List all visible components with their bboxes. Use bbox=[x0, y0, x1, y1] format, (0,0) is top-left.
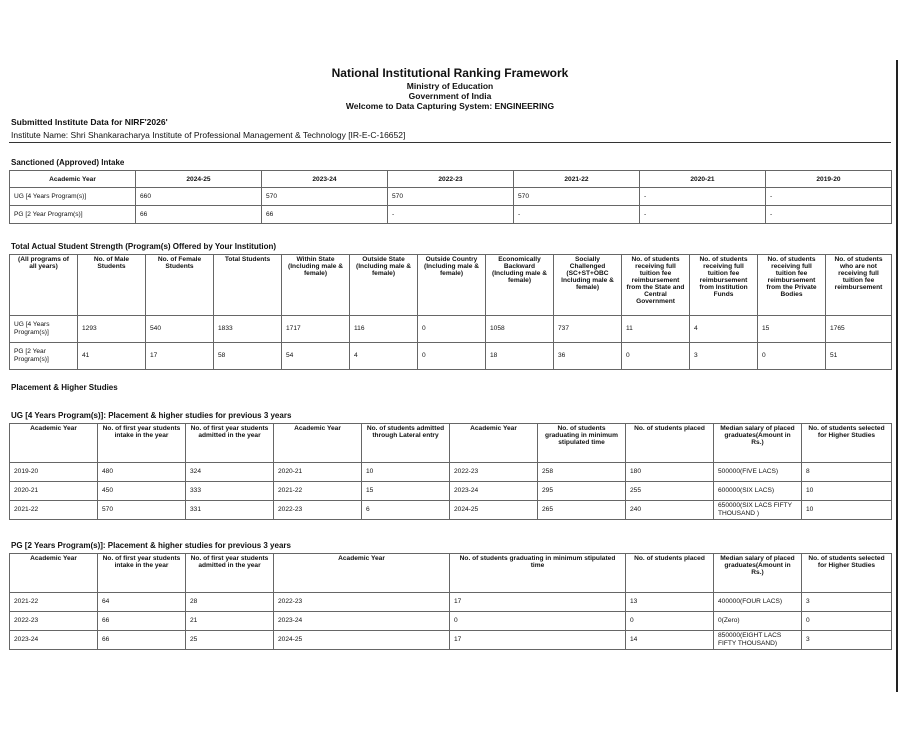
table-cell: 331 bbox=[186, 501, 274, 520]
table-cell: 258 bbox=[538, 463, 626, 482]
strength-header-cell: Economically Backward (Including male & female) bbox=[486, 255, 554, 316]
intake-section-title: Sanctioned (Approved) Intake bbox=[11, 158, 125, 167]
table-cell: - bbox=[640, 206, 766, 224]
pg-header-cell: No. of first year students admitted in the year bbox=[186, 554, 274, 593]
pg-header-cell: No. of students graduating in minimum stipulated time bbox=[450, 554, 626, 593]
table-row bbox=[10, 343, 892, 370]
table-cell: - bbox=[388, 206, 514, 224]
table-cell: - bbox=[640, 188, 766, 206]
table-cell: 540 bbox=[146, 316, 214, 343]
table-cell: 500000(FIVE LACS) bbox=[714, 463, 802, 482]
strength-header-cell: No. of Female Students bbox=[146, 255, 214, 316]
table-cell: PG [2 Year Program(s)] bbox=[10, 206, 136, 224]
table-cell: 66 bbox=[98, 612, 186, 631]
strength-header-cell: No. of students receiving full tuition fee reimbursement from the State and Central Government bbox=[622, 255, 690, 316]
submitted-heading: Submitted Institute Data for NIRF'2026' bbox=[11, 117, 168, 127]
table-cell: 570 bbox=[388, 188, 514, 206]
pg-header-cell: Academic Year bbox=[10, 554, 98, 593]
table-cell: 4 bbox=[690, 316, 758, 343]
table-cell: 1765 bbox=[826, 316, 892, 343]
table-cell: 737 bbox=[554, 316, 622, 343]
header-divider bbox=[9, 142, 891, 143]
table-cell: 10 bbox=[362, 463, 450, 482]
intake-header-cell: Academic Year bbox=[10, 171, 136, 188]
table-cell: 0 bbox=[450, 612, 626, 631]
table-cell: 0 bbox=[622, 343, 690, 370]
table-cell: 2024-25 bbox=[450, 501, 538, 520]
table-cell: 850000(EIGHT LACS FIFTY THOUSAND) bbox=[714, 631, 802, 650]
table-cell: 10 bbox=[802, 501, 892, 520]
table-cell: 116 bbox=[350, 316, 418, 343]
table-cell: 180 bbox=[626, 463, 714, 482]
table-cell: 400000(FOUR LACS) bbox=[714, 593, 802, 612]
table-cell: 2021-22 bbox=[10, 501, 98, 520]
table-cell: 2020-21 bbox=[10, 482, 98, 501]
strength-header-cell: Outside Country (Including male & female) bbox=[418, 255, 486, 316]
table-cell: 650000(SIX LACS FIFTY THOUSAND ) bbox=[714, 501, 802, 520]
table-cell: - bbox=[766, 206, 892, 224]
table-cell: - bbox=[514, 206, 640, 224]
table-cell: 1833 bbox=[214, 316, 282, 343]
table-cell: 333 bbox=[186, 482, 274, 501]
table-cell: 660 bbox=[136, 188, 262, 206]
table-row bbox=[10, 593, 892, 612]
table-cell: 17 bbox=[450, 631, 626, 650]
table-cell: 0(Zero) bbox=[714, 612, 802, 631]
table-cell: PG [2 Year Program(s)] bbox=[10, 343, 78, 370]
table-cell: 4 bbox=[350, 343, 418, 370]
table-cell: 324 bbox=[186, 463, 274, 482]
intake-header-cell: 2019-20 bbox=[766, 171, 892, 188]
strength-header-cell: Total Students bbox=[214, 255, 282, 316]
table-cell: 255 bbox=[626, 482, 714, 501]
table-cell: UG [4 Years Program(s)] bbox=[10, 316, 78, 343]
table-cell: 2023-24 bbox=[450, 482, 538, 501]
table-cell: 51 bbox=[826, 343, 892, 370]
table-cell: 2024-25 bbox=[274, 631, 450, 650]
table-cell: 240 bbox=[626, 501, 714, 520]
table-cell: 11 bbox=[622, 316, 690, 343]
pg-header-row bbox=[10, 554, 892, 593]
table-row bbox=[10, 206, 892, 224]
intake-table bbox=[9, 170, 892, 224]
table-cell: 17 bbox=[450, 593, 626, 612]
strength-header-cell: Within State (Including male & female) bbox=[282, 255, 350, 316]
table-row bbox=[10, 316, 892, 343]
table-cell: 570 bbox=[98, 501, 186, 520]
right-edge-line bbox=[896, 60, 898, 692]
placement-section-title: Placement & Higher Studies bbox=[11, 383, 118, 392]
table-cell: 600000(SIX LACS) bbox=[714, 482, 802, 501]
pg-header-cell: No. of first year students intake in the year bbox=[98, 554, 186, 593]
table-cell: 0 bbox=[418, 316, 486, 343]
table-cell: 2019-20 bbox=[10, 463, 98, 482]
pg-header-cell: No. of students selected for Higher Studies bbox=[802, 554, 892, 593]
intake-header-cell: 2022-23 bbox=[388, 171, 514, 188]
table-cell: 36 bbox=[554, 343, 622, 370]
table-cell: 3 bbox=[690, 343, 758, 370]
table-cell: 2022-23 bbox=[10, 612, 98, 631]
table-cell: 2022-23 bbox=[274, 593, 450, 612]
table-cell: 3 bbox=[802, 593, 892, 612]
ug-placement-title: UG [4 Years Program(s)]: Placement & higher studies for previous 3 years bbox=[11, 411, 292, 420]
table-cell: 480 bbox=[98, 463, 186, 482]
strength-section-title: Total Actual Student Strength (Program(s) Offered by Your Institution) bbox=[11, 242, 277, 251]
table-cell: 28 bbox=[186, 593, 274, 612]
strength-header-cell: Outside State (Including male & female) bbox=[350, 255, 418, 316]
table-cell: 15 bbox=[758, 316, 826, 343]
government-line: Government of India bbox=[408, 91, 492, 101]
table-cell: 570 bbox=[262, 188, 388, 206]
table-cell: - bbox=[766, 188, 892, 206]
intake-header-cell: 2023-24 bbox=[262, 171, 388, 188]
ug-header-cell: No. of students selected for Higher Studies bbox=[802, 424, 892, 463]
table-cell: UG [4 Years Program(s)] bbox=[10, 188, 136, 206]
ug-header-cell: No. of students admitted through Lateral entry bbox=[362, 424, 450, 463]
table-row bbox=[10, 482, 892, 501]
table-cell: 13 bbox=[626, 593, 714, 612]
ug-header-row bbox=[10, 424, 892, 463]
table-cell: 58 bbox=[214, 343, 282, 370]
table-row bbox=[10, 463, 892, 482]
table-row bbox=[10, 188, 892, 206]
table-cell: 1058 bbox=[486, 316, 554, 343]
institute-name: Institute Name: Shri Shankaracharya Institute of Professional Management & Technology [IR-E-C-16652] bbox=[11, 130, 406, 140]
table-cell: 2021-22 bbox=[274, 482, 362, 501]
page-header bbox=[10, 66, 890, 111]
table-cell: 18 bbox=[486, 343, 554, 370]
table-cell: 21 bbox=[186, 612, 274, 631]
welcome-line: Welcome to Data Capturing System: ENGINEERING bbox=[345, 101, 555, 111]
pg-placement-table bbox=[9, 553, 892, 650]
table-cell: 66 bbox=[262, 206, 388, 224]
intake-header-cell: 2024-25 bbox=[136, 171, 262, 188]
table-cell: 0 bbox=[802, 612, 892, 631]
intake-header-cell: 2020-21 bbox=[640, 171, 766, 188]
table-cell: 54 bbox=[282, 343, 350, 370]
strength-header-row bbox=[10, 255, 892, 316]
table-cell: 66 bbox=[136, 206, 262, 224]
pg-placement-title: PG [2 Years Program(s)]: Placement & higher studies for previous 3 years bbox=[11, 541, 291, 550]
table-cell: 1717 bbox=[282, 316, 350, 343]
ug-header-cell: No. of students placed bbox=[626, 424, 714, 463]
ug-header-cell: No. of first year students admitted in the year bbox=[186, 424, 274, 463]
table-cell: 570 bbox=[514, 188, 640, 206]
strength-header-cell: No. of Male Students bbox=[78, 255, 146, 316]
table-cell: 2022-23 bbox=[274, 501, 362, 520]
ug-header-cell: Academic Year bbox=[450, 424, 538, 463]
table-row bbox=[10, 501, 892, 520]
intake-header-cell: 2021-22 bbox=[514, 171, 640, 188]
table-cell: 295 bbox=[538, 482, 626, 501]
intake-header-row bbox=[10, 171, 892, 188]
ug-placement-table bbox=[9, 423, 892, 520]
strength-header-cell: No. of students receiving full tuition fee reimbursement from the Private Bodies bbox=[758, 255, 826, 316]
table-cell: 6 bbox=[362, 501, 450, 520]
pg-header-cell: No. of students placed bbox=[626, 554, 714, 593]
pg-header-cell: Median salary of placed graduates(Amount in Rs.) bbox=[714, 554, 802, 593]
table-cell: 0 bbox=[758, 343, 826, 370]
ministry-line: Ministry of Education bbox=[406, 81, 494, 91]
table-cell: 450 bbox=[98, 482, 186, 501]
strength-header-cell: No. of students who are not receiving full tuition fee reimbursement bbox=[826, 255, 892, 316]
table-cell: 15 bbox=[362, 482, 450, 501]
table-cell: 66 bbox=[98, 631, 186, 650]
strength-header-cell: Socially Challenged (SC+ST+OBC Including male & female) bbox=[554, 255, 622, 316]
table-cell: 41 bbox=[78, 343, 146, 370]
table-cell: 3 bbox=[802, 631, 892, 650]
table-cell: 64 bbox=[98, 593, 186, 612]
strength-table bbox=[9, 254, 892, 370]
table-cell: 0 bbox=[418, 343, 486, 370]
table-cell: 2021-22 bbox=[10, 593, 98, 612]
ug-header-cell: Median salary of placed graduates(Amount in Rs.) bbox=[714, 424, 802, 463]
table-cell: 1293 bbox=[78, 316, 146, 343]
table-cell: 8 bbox=[802, 463, 892, 482]
table-cell: 0 bbox=[626, 612, 714, 631]
pg-header-cell: Academic Year bbox=[274, 554, 450, 593]
table-cell: 17 bbox=[146, 343, 214, 370]
table-cell: 265 bbox=[538, 501, 626, 520]
table-cell: 2022-23 bbox=[450, 463, 538, 482]
strength-header-cell: (All programs of all years) bbox=[10, 255, 78, 316]
strength-header-cell: No. of students receiving full tuition fee reimbursement from Institution Funds bbox=[690, 255, 758, 316]
ug-header-cell: Academic Year bbox=[10, 424, 98, 463]
table-cell: 14 bbox=[626, 631, 714, 650]
table-cell: 2023-24 bbox=[10, 631, 98, 650]
ug-header-cell: No. of students graduating in minimum stipulated time bbox=[538, 424, 626, 463]
page-title: National Institutional Ranking Framework bbox=[331, 66, 569, 80]
ug-header-cell: No. of first year students intake in the year bbox=[98, 424, 186, 463]
table-cell: 10 bbox=[802, 482, 892, 501]
ug-header-cell: Academic Year bbox=[274, 424, 362, 463]
table-cell: 25 bbox=[186, 631, 274, 650]
table-cell: 2023-24 bbox=[274, 612, 450, 631]
table-cell: 2020-21 bbox=[274, 463, 362, 482]
table-row bbox=[10, 631, 892, 650]
table-row bbox=[10, 612, 892, 631]
